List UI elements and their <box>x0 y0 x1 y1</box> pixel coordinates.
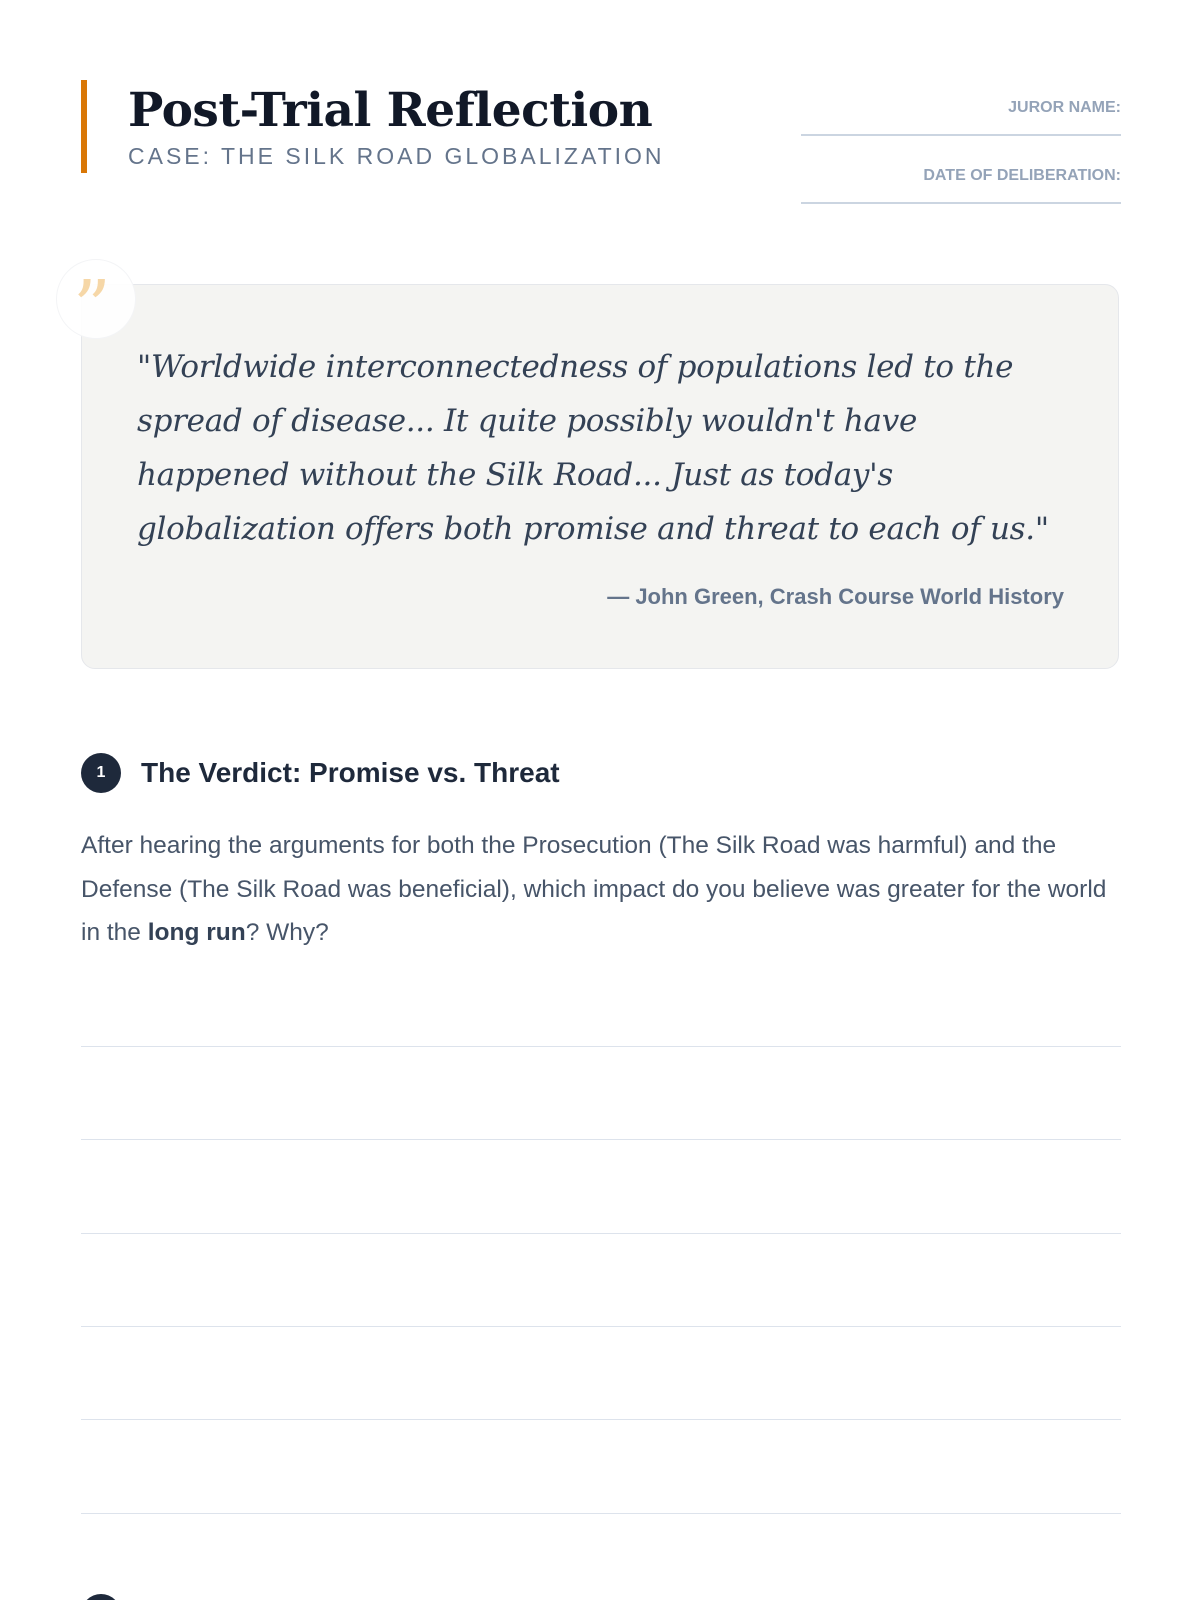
quote-card <box>81 284 1119 669</box>
question-number-badge: 1 <box>81 753 121 793</box>
page-title: Post-Trial Reflection <box>128 83 653 138</box>
page-header <box>81 80 1121 210</box>
question-title: The Verdict: Promise vs. Threat <box>141 757 560 788</box>
quote-icon-badge <box>56 259 136 351</box>
case-subtitle: CASE: THE SILK ROAD GLOBALIZATION <box>128 143 665 169</box>
juror-name-label: JUROR NAME: <box>1008 99 1121 116</box>
answer-line[interactable] <box>81 1233 1121 1234</box>
question-1-header <box>81 753 1121 793</box>
question-prompt-emphasis: long run <box>147 919 246 946</box>
header-accent-bar <box>81 80 87 173</box>
date-of-deliberation-label: DATE OF DELIBERATION: <box>923 167 1121 184</box>
question-prompt-text: After hearing the arguments for both the Prosecution (The Silk Road was harmful) and the Defense (The Silk Road was beneficial), which impact do you believe was greater for the world in the <box>81 832 1107 946</box>
next-question-number-badge <box>81 1594 121 1600</box>
worksheet-page <box>73 0 1121 1600</box>
quote-attribution: — John Green, Crash Course World History <box>607 584 1064 609</box>
juror-name-field[interactable] <box>801 80 1121 136</box>
question-prompt <box>81 824 1121 955</box>
answer-line[interactable] <box>81 1046 1121 1047</box>
answer-line[interactable] <box>81 1139 1121 1140</box>
answer-line[interactable] <box>81 1513 1121 1514</box>
date-of-deliberation-field[interactable] <box>801 148 1121 204</box>
question-prompt-end: ? Why? <box>245 919 329 946</box>
answer-line[interactable] <box>81 1419 1121 1420</box>
answer-line[interactable] <box>81 1326 1121 1327</box>
quote-text: "Worldwide interconnectedness of populations led to the spread of disease... It quite possibly wouldn't have happened without the Silk Road... Just as today's globalization offers both promise and threat to each of us." <box>137 349 1049 547</box>
quote-icon: ” <box>73 265 111 351</box>
